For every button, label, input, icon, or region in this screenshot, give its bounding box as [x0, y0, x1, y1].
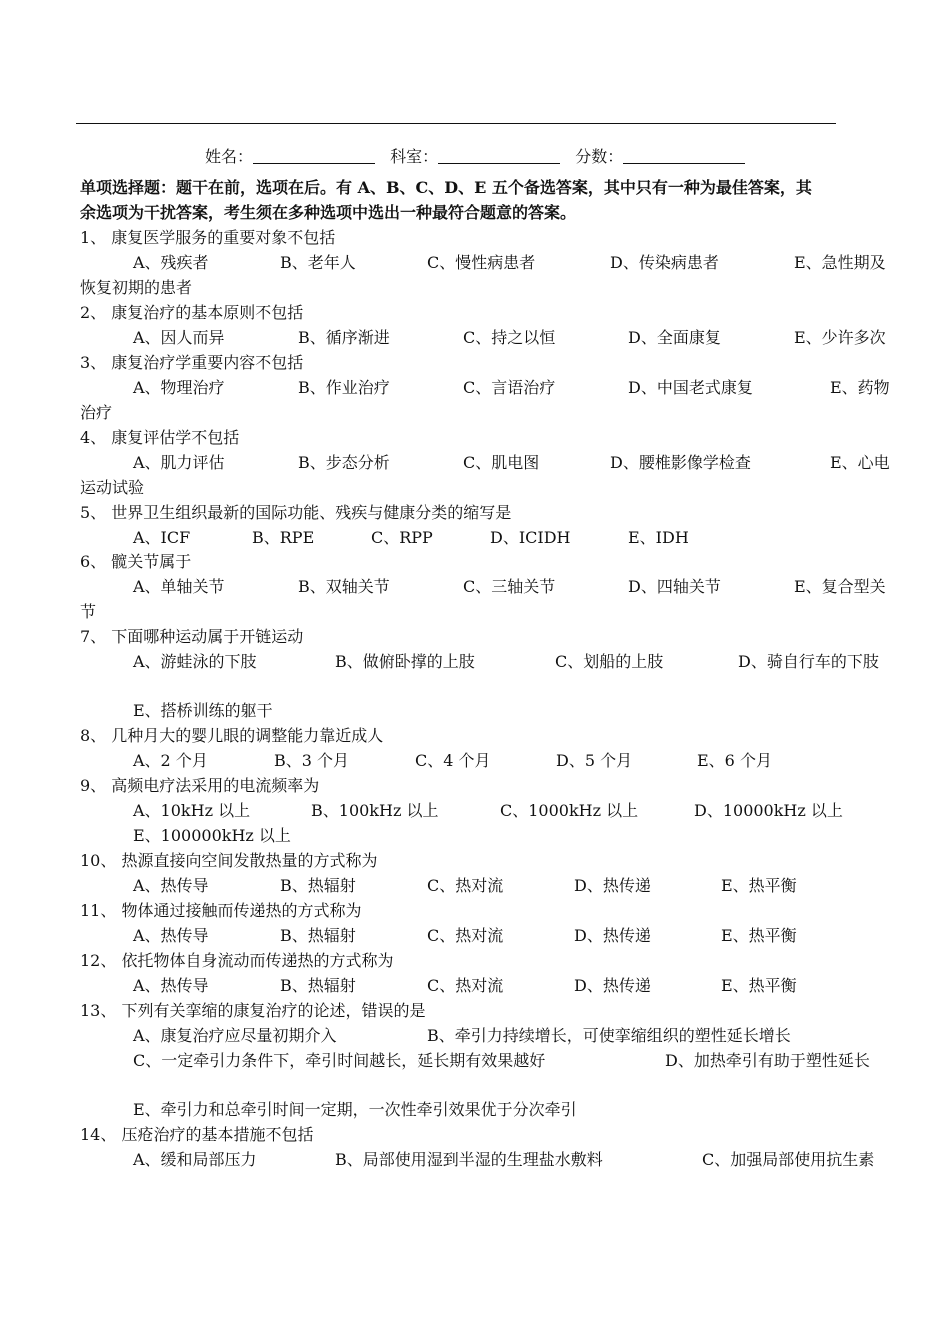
option: B、热辐射 — [280, 976, 356, 995]
option: A、单轴关节 — [133, 577, 225, 596]
question-stem: 4、 康复评估学不包括 — [80, 428, 240, 447]
question-stem: 5、 世界卫生组织最新的国际功能、残疾与健康分类的缩写是 — [80, 503, 512, 522]
option: A、因人而异 — [133, 328, 225, 347]
option: A、游蛙泳的下肢 — [133, 652, 257, 671]
option: A、缓和局部压力 — [133, 1150, 257, 1169]
question-stem: 11、 物体通过接触而传递热的方式称为 — [80, 901, 362, 920]
score-blank[interactable] — [623, 147, 745, 164]
dept-blank[interactable] — [438, 147, 560, 164]
option: B、热辐射 — [280, 876, 356, 895]
question-stem: 8、 几种月大的婴儿眼的调整能力靠近成人 — [80, 726, 384, 745]
option: E、搭桥训练的躯干 — [133, 701, 273, 720]
question-stem: 7、 下面哪种运动属于开链运动 — [80, 627, 304, 646]
option: B、RPE — [252, 528, 315, 547]
question-stem: 13、 下列有关挛缩的康复治疗的论述，错误的是 — [80, 1001, 426, 1020]
option: C、热对流 — [427, 876, 504, 895]
score-label: 分数： — [575, 147, 624, 166]
option: B、作业治疗 — [298, 378, 390, 397]
question-stem: 6、 髋关节属于 — [80, 552, 192, 571]
option: A、肌力评估 — [133, 453, 225, 472]
option: D、中国老式康复 — [628, 378, 753, 397]
option: A、热传导 — [133, 876, 209, 895]
option: E、少许多次 — [794, 328, 886, 347]
option: A、2 个月 — [133, 751, 208, 770]
option: B、3 个月 — [274, 751, 350, 770]
option-wrap: 节 — [80, 602, 97, 621]
option: B、老年人 — [280, 253, 356, 272]
option: C、言语治疗 — [463, 378, 556, 397]
option: E、复合型关 — [794, 577, 886, 596]
option: A、热传导 — [133, 926, 209, 945]
option: C、慢性病患者 — [427, 253, 536, 272]
option: B、100kHz 以上 — [311, 801, 439, 820]
question-stem: 12、 依托物体自身流动而传递热的方式称为 — [80, 951, 394, 970]
option: D、热传递 — [574, 926, 651, 945]
question-stem: 9、 高频电疗法采用的电流频率为 — [80, 776, 320, 795]
option: C、4 个月 — [415, 751, 491, 770]
option: C、热对流 — [427, 976, 504, 995]
option-wrap: 运动试验 — [80, 478, 145, 497]
instructions-line-2: 余选项为干扰答案，考生须在多种选项中选出一种最符合题意的答案。 — [80, 203, 577, 222]
option: A、物理治疗 — [133, 378, 225, 397]
option: C、1000kHz 以上 — [500, 801, 639, 820]
option: A、康复治疗应尽量初期介入 — [133, 1026, 337, 1045]
option: E、药物 — [830, 378, 890, 397]
option: E、急性期及 — [794, 253, 886, 272]
option: C、划船的上肢 — [555, 652, 664, 671]
header-fields — [205, 146, 755, 168]
option: C、热对流 — [427, 926, 504, 945]
option: E、6 个月 — [697, 751, 772, 770]
option: D、腰椎影像学检查 — [610, 453, 751, 472]
option: C、三轴关节 — [463, 577, 556, 596]
option: E、热平衡 — [721, 876, 797, 895]
name-blank[interactable] — [253, 147, 375, 164]
option: D、热传递 — [574, 976, 651, 995]
name-label: 姓名： — [205, 147, 254, 166]
option: A、残疾者 — [133, 253, 209, 272]
question-stem: 1、 康复医学服务的重要对象不包括 — [80, 228, 336, 247]
option: D、四轴关节 — [628, 577, 721, 596]
option: D、全面康复 — [628, 328, 721, 347]
option: C、RPP — [371, 528, 433, 547]
option: E、热平衡 — [721, 976, 797, 995]
question-stem: 2、 康复治疗的基本原则不包括 — [80, 303, 304, 322]
option: E、牵引力和总牵引时间一定期，一次性牵引效果优于分次牵引 — [133, 1100, 577, 1119]
option: D、热传递 — [574, 876, 651, 895]
option: E、IDH — [628, 528, 689, 547]
question-stem: 3、 康复治疗学重要内容不包括 — [80, 353, 304, 372]
option: E、100000kHz 以上 — [133, 826, 291, 845]
option: A、ICF — [133, 528, 191, 547]
option: B、热辐射 — [280, 926, 356, 945]
option: E、心电 — [830, 453, 890, 472]
option-wrap: 恢复初期的患者 — [80, 278, 193, 297]
option: B、做俯卧撑的上肢 — [335, 652, 475, 671]
option: C、肌电图 — [463, 453, 540, 472]
option: B、局部使用湿到半湿的生理盐水敷料 — [335, 1150, 603, 1169]
option: E、热平衡 — [721, 926, 797, 945]
option: B、循序渐进 — [298, 328, 390, 347]
option: B、牵引力持续增长，可使挛缩组织的塑性延长增长 — [427, 1026, 791, 1045]
option: B、步态分析 — [298, 453, 390, 472]
dept-label: 科室： — [390, 147, 439, 166]
option: D、骑自行车的下肢 — [738, 652, 879, 671]
option: D、传染病患者 — [610, 253, 719, 272]
option: D、ICIDH — [490, 528, 571, 547]
option: B、双轴关节 — [298, 577, 390, 596]
question-stem: 10、 热源直接向空间发散热量的方式称为 — [80, 851, 378, 870]
option: D、加热牵引有助于塑性延长 — [665, 1051, 870, 1070]
option: A、10kHz 以上 — [133, 801, 251, 820]
option: C、一定牵引力条件下，牵引时间越长，延长期有效果越好 — [133, 1051, 546, 1070]
option: C、加强局部使用抗生素 — [702, 1150, 875, 1169]
option: C、持之以恒 — [463, 328, 556, 347]
header-rule — [76, 123, 836, 124]
option: D、5 个月 — [556, 751, 633, 770]
option-wrap: 治疗 — [80, 403, 113, 422]
question-stem: 14、 压疮治疗的基本措施不包括 — [80, 1125, 314, 1144]
option: A、热传导 — [133, 976, 209, 995]
option: D、10000kHz 以上 — [694, 801, 843, 820]
instructions-line-1: 单项选择题：题干在前，选项在后。有 A、B、C、D、E 五个备选答案，其中只有一种为最佳答案，其 — [80, 178, 812, 197]
